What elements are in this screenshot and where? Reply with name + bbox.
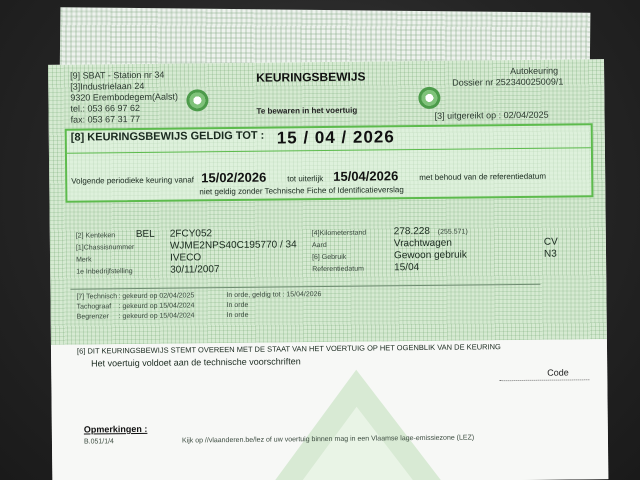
inspection-name: Tachograaf [76, 303, 112, 311]
next-inspection-suffix: met behoud van de referentiedatum [419, 171, 547, 183]
vehicle-class: CV [543, 236, 558, 248]
document-title: KEURINGSBEWIJS [256, 69, 366, 85]
plate-label: [2] Kenteken [75, 232, 116, 240]
km-value: 278.228 [393, 225, 430, 238]
inspection-status: In orde, geldig tot : 15/04/2026 [226, 291, 322, 300]
vin-value: WJME2NPS40C195770 / 34 [169, 239, 297, 252]
plate-number: 2FCY052 [169, 228, 213, 240]
reference-date-label: Referentiedatum [312, 265, 364, 274]
inspection-checked: : gekeurd op 15/04/2024 [118, 312, 195, 321]
remarks-label: Opmerkingen : [83, 423, 148, 435]
plate-country: BEL [135, 228, 155, 241]
inspection-name: Begrenzer [76, 313, 109, 321]
validity-note: niet geldig zonder Technische Fiche of Identificatieverslag [199, 185, 404, 197]
kind-value: Vrachtwagen [393, 237, 452, 250]
eye-logo-icon [186, 89, 208, 111]
document-subtitle: Te bewaren in het voertuig [256, 105, 358, 116]
inspection-checked: : gekeurd op 15/04/2024 [118, 302, 195, 311]
inspection-checked: : gekeurd op 02/04/2025 [118, 292, 195, 301]
km-previous: (255.571) [437, 228, 468, 236]
vehicle-category: N3 [543, 248, 557, 260]
dossier-number: Dossier nr 252340025009/1 [452, 76, 564, 88]
make-value: IVECO [169, 252, 202, 264]
inspection-certificate [48, 59, 608, 480]
first-registration-label: 1e Inbedrijfstelling [76, 268, 133, 276]
inspection-type: Autokeuring [510, 65, 559, 77]
technical-compliance: Het voertuig voldoet aan de technische voorschriften [91, 356, 301, 369]
next-inspection-mid: tot uiterlijk [287, 174, 324, 184]
station-name: [9] SBAT - Station nr 34 [70, 69, 165, 81]
form-code: B.051/1/4 [83, 438, 114, 446]
next-inspection-to: 15/04/2026 [333, 168, 399, 184]
station-city: 9320 Erembodegem(Aalst) [70, 91, 178, 103]
use-label: [6] Gebruik [312, 253, 347, 262]
station-address: [3]Industrielaan 24 [70, 80, 145, 92]
vin-label: [1]Chassisnummer [75, 244, 135, 252]
station-phone: tel.: 053 66 97 62 [70, 102, 141, 114]
reference-date-value: 15/04 [394, 262, 420, 274]
code-label: Code [547, 367, 569, 378]
station-fax: fax: 053 67 31 77 [70, 113, 141, 125]
issue-date: [3] uitgereikt op : 02/04/2025 [434, 109, 549, 121]
first-registration-value: 30/11/2007 [170, 264, 220, 276]
inspection-name: [7] Technisch [76, 293, 118, 301]
inspection-status: In orde [226, 301, 249, 310]
validity-date: 15 / 04 / 2026 [276, 127, 395, 148]
validity-label: [8] KEURINGSBEWIJS GELDIG TOT : [70, 129, 265, 144]
eye-logo-icon [418, 87, 440, 109]
kind-label: Aard [311, 242, 327, 250]
next-inspection-prefix: Volgende periodieke keuring vanaf [71, 175, 195, 186]
next-inspection-from: 15/02/2026 [201, 169, 267, 186]
conformity-statement: [6] DIT KEURINGSBEWIJS STEMT OVEREEN MET DE STAAT VAN HET VOERTUIG OP HET OGENBLIK VAN DE KEURING [76, 342, 501, 356]
inspection-status: In orde [226, 311, 249, 320]
make-label: Merk [76, 256, 92, 264]
use-value: Gewoon gebruik [393, 249, 467, 262]
km-label: [4]Kilometerstand [311, 229, 367, 238]
lez-notice: Kijk op //vlaanderen.be/lez of uw voertuig binnen mag in een Vlaamse lage-emissiezone (LEZ) [181, 434, 475, 445]
